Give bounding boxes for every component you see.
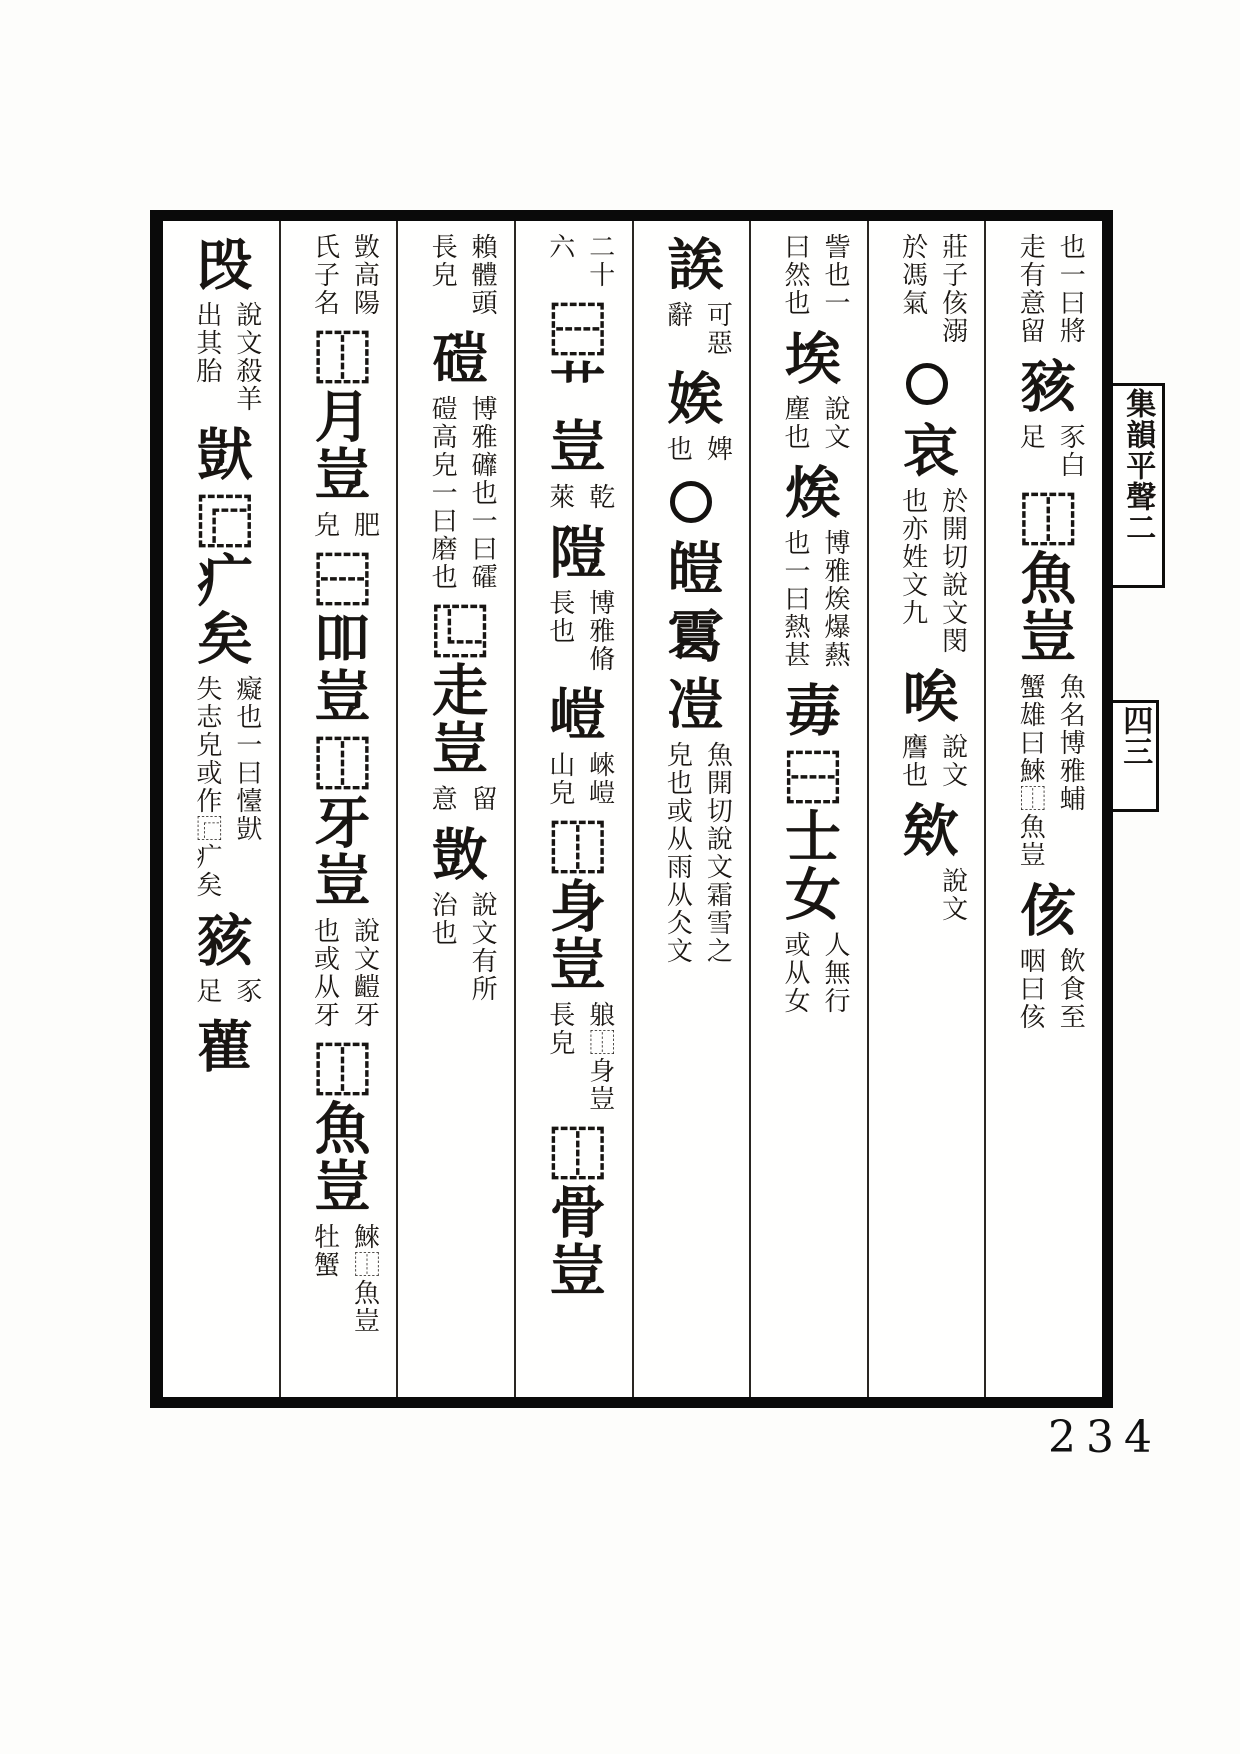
- gloss: [1004, 947, 1084, 1031]
- headword: 凒: [658, 675, 725, 733]
- folio-number-label: 四三: [1117, 705, 1153, 767]
- headword: 雚: [187, 1017, 254, 1075]
- gloss-line-left: 咽曰侅: [1015, 947, 1046, 1031]
- gloss: [651, 301, 731, 357]
- gloss-line-left: 於馮氣: [897, 233, 928, 317]
- gloss-line-right: 飲食至: [1055, 947, 1086, 1031]
- headword: ⿱吅豈: [305, 551, 372, 725]
- headword: 獃: [187, 425, 254, 483]
- headword: 嵦: [540, 685, 607, 743]
- gloss-line-left: 長皃: [427, 233, 458, 289]
- gloss-line-left: 失志皃或作⿸疒矣: [191, 675, 222, 899]
- gloss: [887, 487, 967, 655]
- headword: 侅: [1011, 881, 1078, 939]
- gloss: [298, 917, 378, 1029]
- headword: 欸: [893, 801, 960, 859]
- gloss-line-right: 博雅㶼爆爇: [819, 529, 850, 669]
- gloss-line-right: 說文: [937, 867, 968, 923]
- gloss: [181, 977, 261, 1005]
- gloss-line-left: 牡蟹: [309, 1223, 340, 1279]
- gloss-line-left: 氏子名: [309, 233, 340, 317]
- headword: ⿺走豈: [423, 603, 490, 777]
- gloss: [1004, 673, 1084, 869]
- continuation-gloss: [1004, 233, 1084, 345]
- page-frame: [150, 210, 1113, 1408]
- gloss: [416, 395, 496, 591]
- gloss-line-right: 說文殺羊: [231, 301, 262, 413]
- text-column-7: [279, 221, 397, 1397]
- headword: ⿰身豈: [540, 819, 607, 993]
- gloss: [298, 511, 378, 539]
- headword: 誒: [658, 235, 725, 293]
- text-column-8: [163, 221, 279, 1397]
- headword: 豥: [187, 911, 254, 969]
- gloss: [769, 529, 849, 669]
- gloss-line-left: 蟹雄曰鯠⿰魚豈: [1015, 673, 1046, 869]
- gloss-line-left: 或从女: [779, 931, 810, 1015]
- gloss: [534, 483, 614, 511]
- gloss: [1004, 423, 1084, 479]
- gloss-line-right: 訾也一: [819, 233, 850, 317]
- gloss-line-right: 躴⿰身豈: [584, 1001, 615, 1113]
- gloss-line-right: 留: [467, 785, 498, 813]
- continuation-gloss: [769, 233, 849, 317]
- text-column-4: [632, 221, 750, 1397]
- gloss-line-left: 長皃: [544, 1001, 575, 1057]
- gloss-line-left: 塵也: [779, 395, 810, 451]
- gloss: [534, 1001, 614, 1113]
- gloss-line-left: 曰然也: [779, 233, 810, 317]
- folio-strip-title-box: [1113, 383, 1165, 588]
- gloss: [298, 1223, 378, 1335]
- gloss: [651, 741, 731, 965]
- headword: ⿱士女: [776, 749, 843, 923]
- headword: 皚: [658, 539, 725, 597]
- gloss-line-right: 癡也一曰懛獃: [231, 675, 262, 843]
- gloss-line-right: 魚開切說文霜雪之: [702, 741, 733, 965]
- gloss: [534, 589, 614, 673]
- headword: ⿰骨豈: [540, 1125, 607, 1299]
- continuation-gloss: [887, 233, 967, 345]
- headword: 䨠: [658, 607, 725, 665]
- gloss: [416, 891, 496, 1003]
- gloss-line-left: 六: [544, 233, 575, 261]
- rhyme-group-circle-marker: [906, 363, 948, 405]
- gloss-line-right: 敳高陽: [349, 233, 380, 317]
- gloss: [887, 867, 967, 923]
- gloss-line-left: 出其胎: [191, 301, 222, 385]
- gloss-line-right: 人無行: [819, 931, 850, 1015]
- page-number: 234: [1048, 1412, 1162, 1463]
- continuation-gloss: [416, 233, 496, 317]
- gloss-line-left: 足: [191, 977, 222, 1005]
- gloss-line-left: 也: [662, 435, 693, 463]
- headword: 㶼: [776, 463, 843, 521]
- gloss-line-right: 肥: [349, 511, 380, 539]
- headword: 磑: [423, 329, 490, 387]
- headword: 娭: [658, 369, 725, 427]
- gloss-line-left: 意: [427, 785, 458, 813]
- gloss-line-left: 磑高皃一曰磨也: [427, 395, 458, 591]
- gloss: [181, 301, 261, 413]
- gloss: [769, 395, 849, 451]
- headword: 毐: [776, 681, 843, 739]
- gloss-line-left: 皃也或从雨从仌文: [662, 741, 693, 965]
- gloss-line-left: 皃: [309, 511, 340, 539]
- gloss-line-right: 說文: [937, 733, 968, 789]
- gloss-line-left: 治也: [427, 891, 458, 947]
- gloss-line-left: 也亦姓文九: [897, 487, 928, 627]
- folio-strip-number-box: [1113, 700, 1159, 812]
- gloss-line-right: 博雅脩: [584, 589, 615, 673]
- gloss-line-left: 長也: [544, 589, 575, 645]
- gloss-line-right: 說文有所: [467, 891, 498, 1003]
- gloss: [769, 931, 849, 1015]
- text-column-1: [984, 221, 1102, 1397]
- gloss-line-right: 魚名博雅蜅: [1055, 673, 1086, 813]
- gloss-line-right: 賴體頭: [467, 233, 498, 317]
- headword: 埃: [776, 329, 843, 387]
- headword: 隑: [540, 523, 607, 581]
- gloss-line-left: 譍也: [897, 733, 928, 789]
- continuation-gloss: [534, 233, 614, 289]
- headword: 敳: [423, 825, 490, 883]
- gloss-line-right: 崍嵦: [584, 751, 615, 807]
- headword: ⿰魚豈: [305, 1041, 372, 1215]
- gloss-line-right: 豕白: [1055, 423, 1086, 479]
- gloss-line-left: 萊: [544, 483, 575, 511]
- gloss-line-left: [887, 867, 927, 923]
- headword: ⿰月豈: [305, 329, 372, 503]
- gloss: [534, 751, 614, 807]
- headword: ⿰魚豈: [1011, 491, 1078, 665]
- gloss: [181, 675, 261, 899]
- gloss-line-left: 也或从牙: [309, 917, 340, 1029]
- gloss-line-right: 婢: [702, 435, 733, 463]
- headword: ⿱艹豈: [540, 301, 607, 475]
- headword: 哀: [893, 421, 960, 479]
- gloss: [651, 435, 731, 463]
- rhyme-group-circle-marker: [670, 481, 712, 523]
- gloss: [887, 733, 967, 789]
- gloss-line-left: 山皃: [544, 751, 575, 807]
- gloss-line-right: 可惡: [702, 301, 733, 357]
- headword: ⿸疒矣: [187, 493, 254, 667]
- text-columns: [163, 221, 1102, 1397]
- gloss-line-right: 乾: [584, 483, 615, 511]
- text-column-6: [396, 221, 514, 1397]
- gloss: [416, 785, 496, 813]
- gloss-line-right: 也一曰將: [1055, 233, 1086, 345]
- gloss-line-left: 也一曰熱甚: [779, 529, 810, 669]
- gloss-line-right: 豕: [231, 977, 262, 1005]
- continuation-gloss: [298, 233, 378, 317]
- text-column-2: [867, 221, 985, 1397]
- gloss-line-right: 說文: [819, 395, 850, 451]
- gloss-line-right: 莊子侅溺: [937, 233, 968, 345]
- gloss-line-left: 辭: [662, 301, 693, 329]
- gloss-line-right: 博雅䃺也一曰礭: [467, 395, 498, 591]
- gloss-line-right: 鯠⿰魚豈: [349, 1223, 380, 1335]
- text-column-5: [514, 221, 632, 1397]
- headword: 豥: [1011, 357, 1078, 415]
- gloss-line-right: 二十: [584, 233, 615, 289]
- gloss-line-left: 走有意留: [1015, 233, 1046, 345]
- headword: 㱼: [187, 235, 254, 293]
- gloss-line-right: 於開切說文閔: [937, 487, 968, 655]
- gloss-line-left: 足: [1015, 423, 1046, 451]
- gloss-line-right: 說文䶣牙: [349, 917, 380, 1029]
- work-title-label: 集韻平聲二: [1120, 388, 1156, 543]
- headword: ⿰牙豈: [305, 735, 372, 909]
- text-column-3: [749, 221, 867, 1397]
- headword: 唉: [893, 667, 960, 725]
